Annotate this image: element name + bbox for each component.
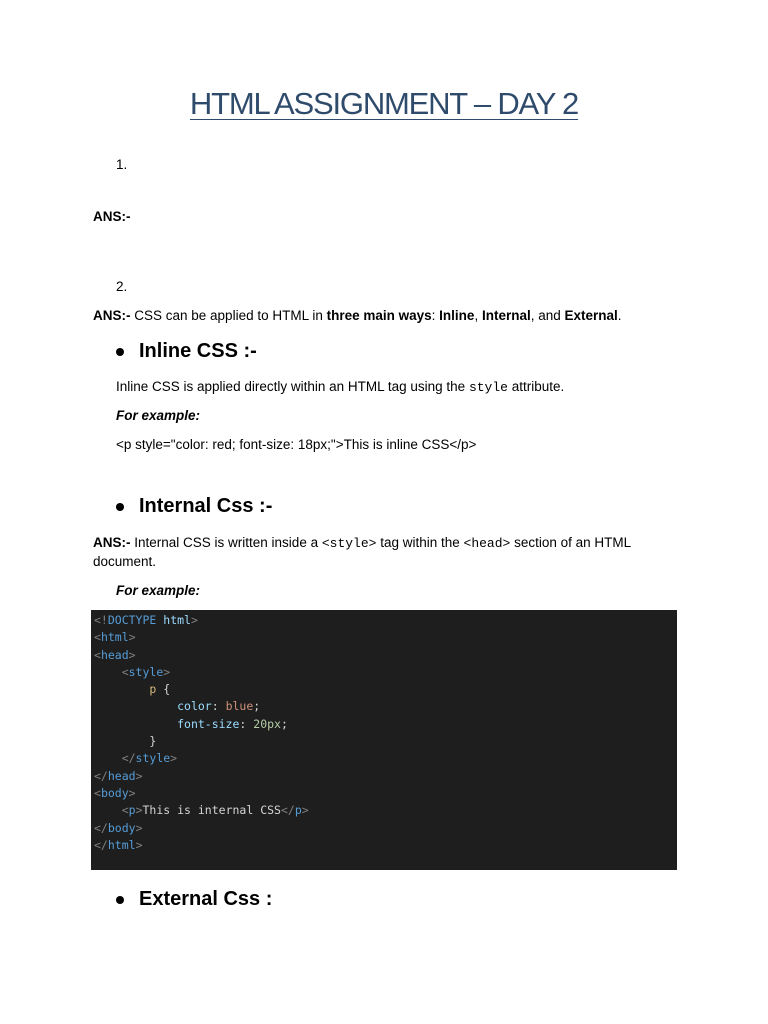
code-line bbox=[94, 733, 677, 750]
code-token: < bbox=[94, 664, 129, 679]
code-token: blue bbox=[225, 699, 254, 714]
code-line bbox=[94, 664, 677, 681]
page-title: HTML ASSIGNMENT – DAY 2 bbox=[189, 86, 579, 121]
internal-css-description-line2: document. bbox=[93, 554, 157, 569]
code-line bbox=[94, 698, 677, 715]
code-token: : bbox=[211, 699, 226, 714]
code-token: style bbox=[128, 664, 164, 679]
code-line bbox=[94, 612, 677, 629]
code-block bbox=[91, 610, 677, 870]
code-token: < bbox=[94, 785, 101, 800]
code-token: > bbox=[190, 613, 198, 627]
code-token: <! bbox=[94, 613, 108, 627]
code-token: </ bbox=[94, 837, 108, 852]
code-line bbox=[94, 750, 677, 767]
code-token: head bbox=[107, 768, 136, 783]
code-token: DOCTYPE bbox=[107, 613, 157, 627]
code-token: > bbox=[135, 837, 143, 852]
internal-css-heading: Internal Css :- bbox=[139, 495, 273, 517]
code-token: > bbox=[135, 768, 143, 783]
code-line bbox=[94, 647, 677, 664]
inline-example-code: <p style="color: red; font-size: 18px;">This is inline CSS</p> bbox=[116, 437, 477, 452]
code-token: body bbox=[100, 785, 129, 800]
code-token: > bbox=[135, 803, 143, 818]
code-token: > bbox=[128, 785, 136, 800]
code-token: font-size bbox=[177, 716, 240, 731]
code-line bbox=[94, 802, 677, 819]
code-line bbox=[94, 629, 677, 646]
code-token: > bbox=[128, 630, 136, 645]
code-token: > bbox=[128, 647, 136, 662]
code-token: style bbox=[135, 751, 171, 766]
question-2-number: 2. bbox=[116, 279, 128, 294]
code-token: 20px bbox=[253, 716, 281, 731]
code-token: </ bbox=[94, 751, 136, 766]
code-line bbox=[94, 768, 677, 785]
code-line bbox=[94, 820, 677, 837]
code-token: This is internal CSS bbox=[142, 803, 281, 818]
code-line bbox=[94, 681, 677, 698]
bullet-icon bbox=[116, 348, 124, 356]
bullet-icon bbox=[116, 503, 124, 511]
internal-css-description: ANS:- Internal CSS is written inside a <style> tag within the <head> section of an HTML bbox=[93, 535, 632, 551]
inline-css-section-heading bbox=[116, 340, 257, 363]
code-token: : bbox=[239, 716, 254, 731]
question-1-answer-label: ANS:- bbox=[93, 209, 131, 224]
code-token: > bbox=[170, 751, 178, 766]
inline-css-description: Inline CSS is applied directly within an HTML tag using the style attribute. bbox=[116, 379, 565, 395]
code-token: </ bbox=[94, 820, 108, 835]
code-line bbox=[94, 837, 677, 854]
code-token: < bbox=[94, 630, 101, 645]
question-2-answer: ANS:- CSS can be applied to HTML in three main ways: Inline, Internal, and External. bbox=[93, 308, 622, 323]
code-token bbox=[94, 717, 177, 731]
code-token: p bbox=[149, 682, 157, 697]
code-token: color bbox=[177, 699, 212, 714]
code-token: } bbox=[94, 734, 157, 749]
code-token: > bbox=[135, 820, 143, 835]
inline-example-label: For example: bbox=[116, 408, 201, 423]
external-css-section-heading bbox=[116, 888, 272, 911]
code-token bbox=[94, 682, 149, 696]
internal-css-section-heading bbox=[116, 495, 272, 518]
code-token bbox=[94, 699, 177, 713]
code-token: p bbox=[128, 803, 136, 818]
code-line bbox=[94, 716, 677, 733]
external-css-heading: External Css : bbox=[139, 888, 273, 910]
code-token: </ bbox=[94, 768, 108, 783]
internal-example-label: For example: bbox=[116, 583, 201, 598]
bullet-icon bbox=[116, 896, 124, 904]
code-token: </ bbox=[280, 803, 295, 818]
code-token: < bbox=[94, 803, 129, 818]
code-token: < bbox=[94, 647, 101, 662]
code-token: body bbox=[107, 820, 136, 835]
code-line bbox=[94, 785, 677, 802]
code-token: html bbox=[163, 613, 191, 627]
code-token: html bbox=[107, 837, 136, 852]
inline-css-heading: Inline CSS :- bbox=[139, 340, 257, 362]
code-token: ; bbox=[280, 716, 288, 731]
code-token: > bbox=[301, 803, 309, 818]
question-1-number: 1. bbox=[116, 157, 128, 172]
code-token: html bbox=[100, 630, 129, 645]
code-token: { bbox=[156, 682, 171, 697]
code-token: > bbox=[163, 664, 171, 679]
code-token: head bbox=[100, 647, 129, 662]
code-token: p bbox=[294, 803, 302, 818]
code-token: ; bbox=[253, 699, 261, 714]
